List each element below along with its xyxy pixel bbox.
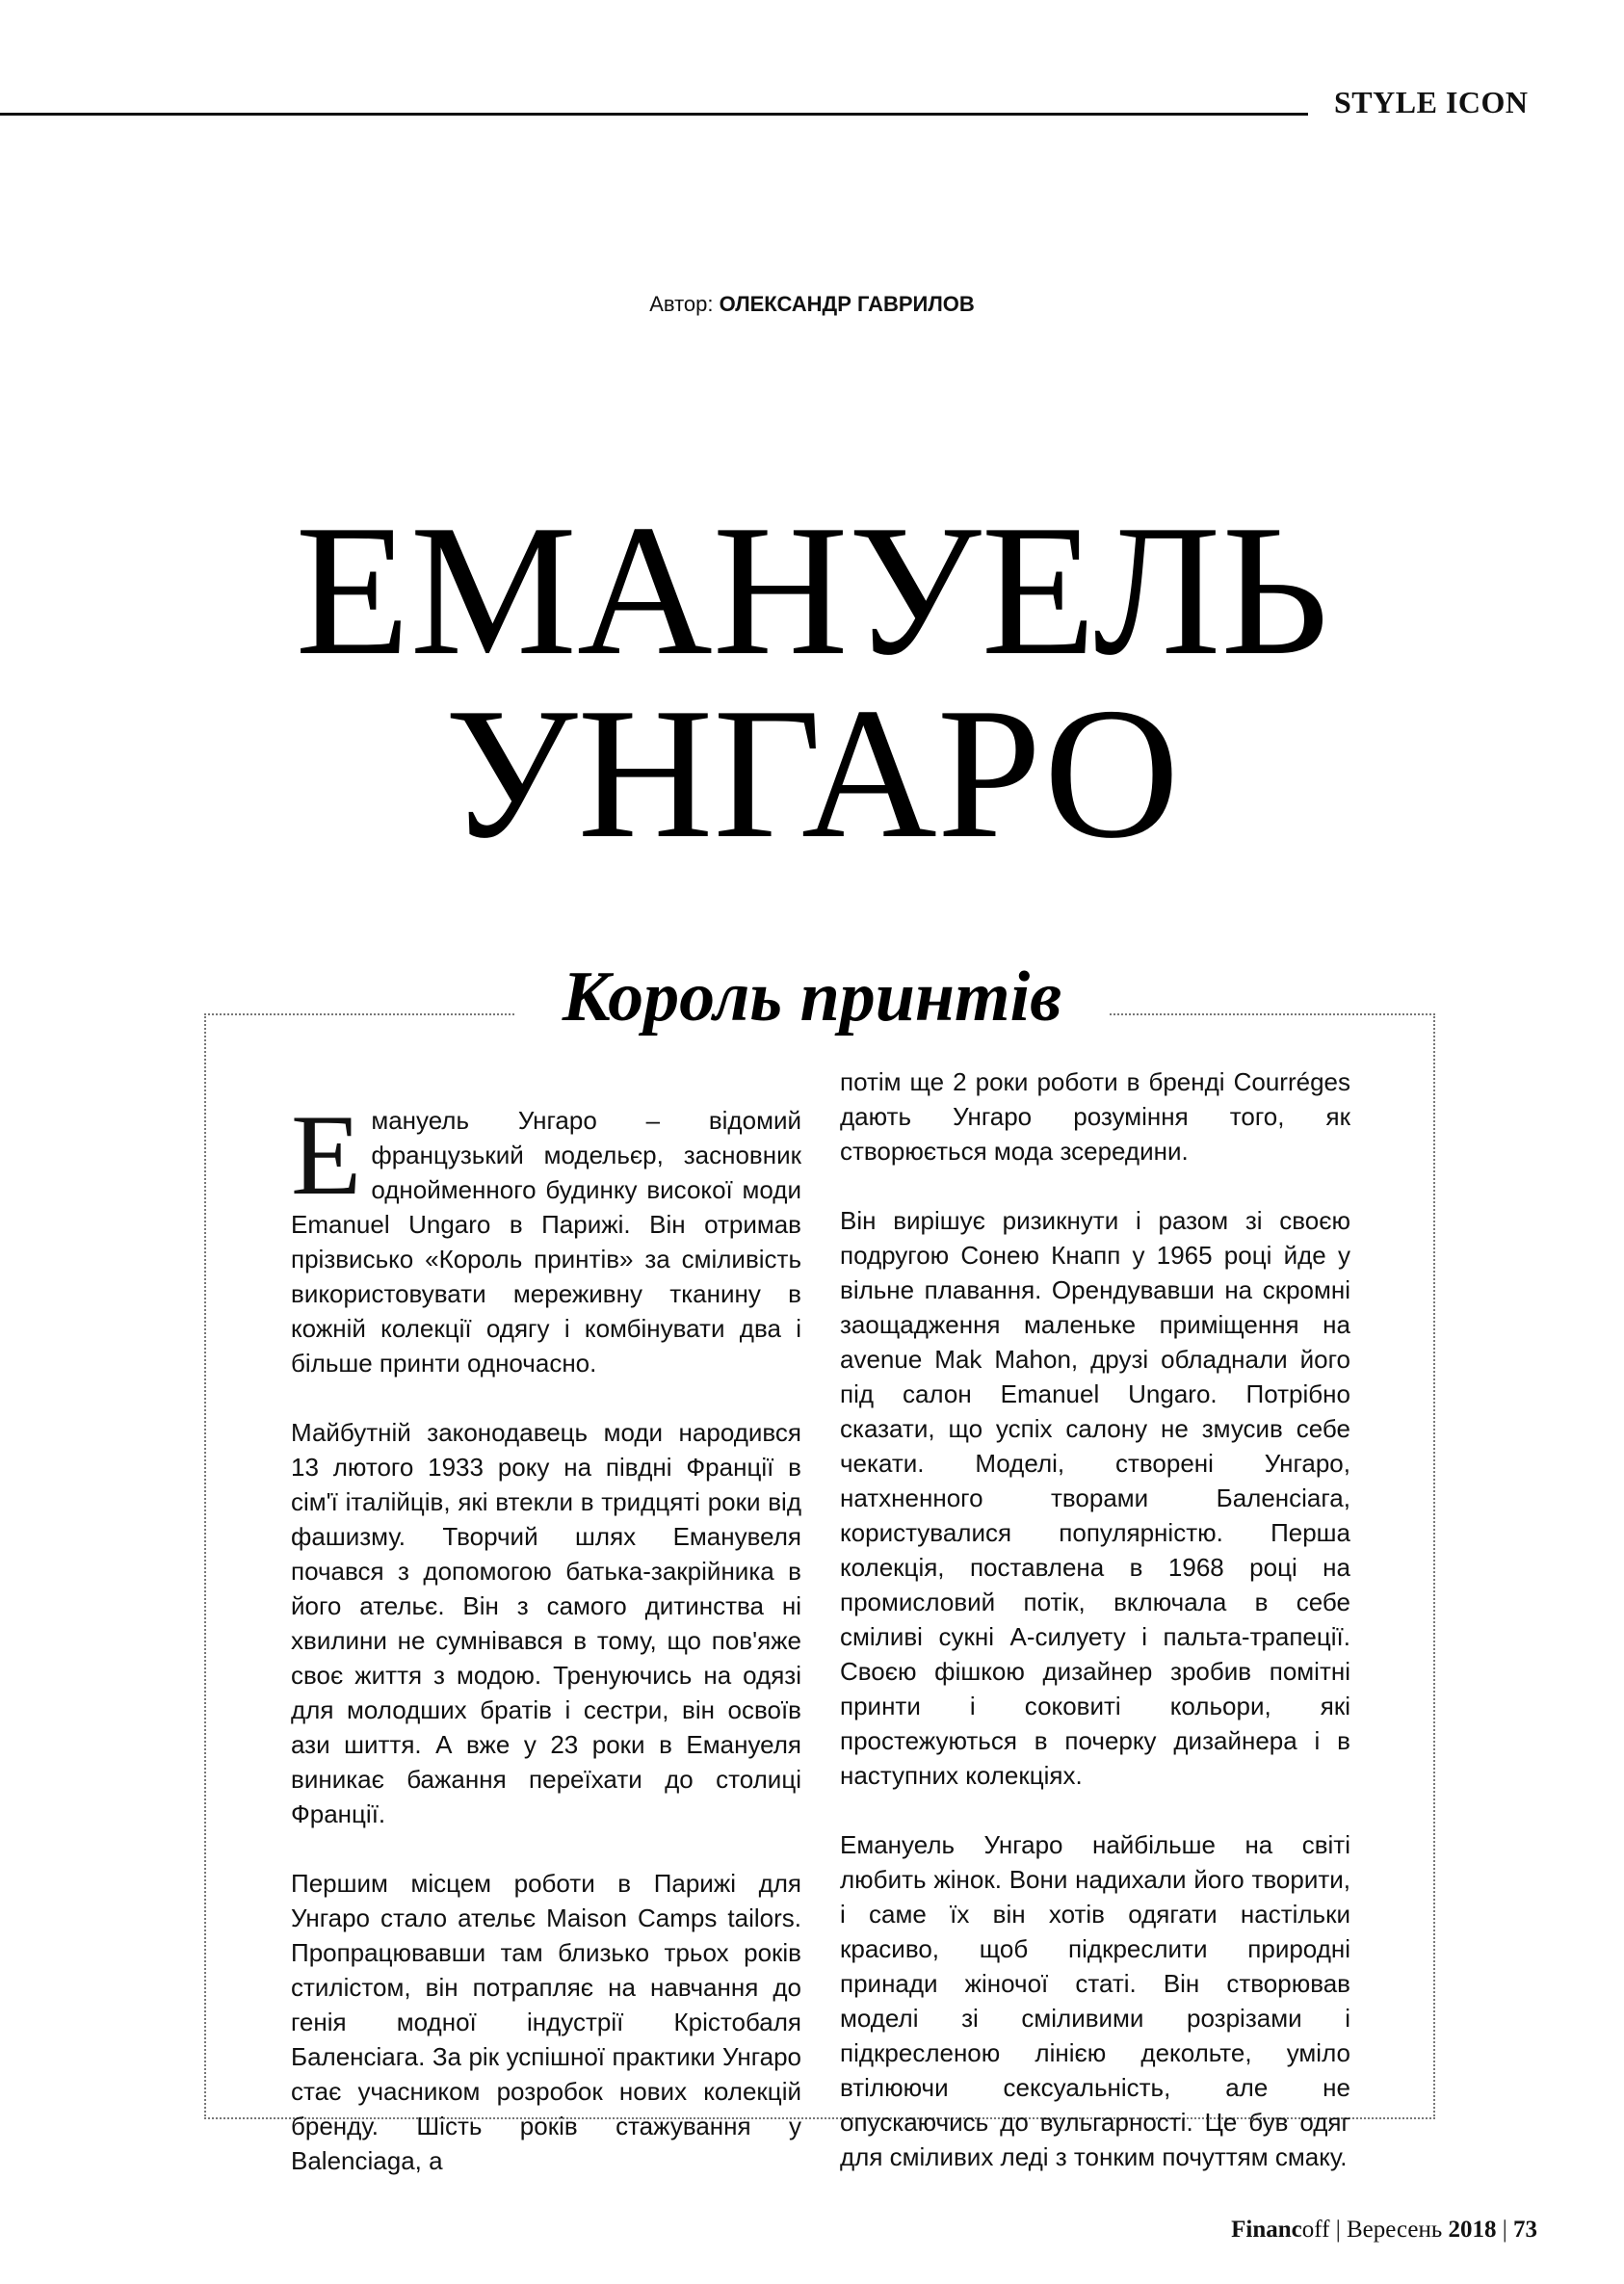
article-left-column: [291, 1090, 801, 2213]
title-line-1: ЕМАНУЕЛЬ: [295, 486, 1329, 695]
subtitle: Король принтів: [514, 954, 1110, 1040]
section-label: STYLE ICON: [1334, 85, 1529, 119]
paragraph: потім ще 2 роки роботи в бренді Courréges дають Унгаро розуміння того, як створюється мода зсередини.: [840, 1067, 1350, 1166]
paragraph: Він вирішує ризикнути і разом зі своєю подругою Сонею Кнапп у 1965 році йде у вільне плавання. Орендувавши на скромні заощадження маленьке приміщення на avenue Mak Mahon, друзі обладнали його під салон Emanuel Ungaro. Потрібно сказати, що успіх салону не змусив себе чекати. Моделі, створені Унгаро, натхненного творами Баленсіага, користувалися популярністю. Перша колекція, поставлена в 1968 році на промисловий потік, включала в себе сміливі сукні А-силуету і пальта-трапеції. Своєю фішкою дизайнер зробив помітні принти і соковиті кольори, які простежуються в почерку дизайнера і в наступних колекціях.: [840, 1206, 1350, 1790]
paragraph: Емануель Унгаро найбільше на світі любить жінок. Вони надихали його творити, і саме їх він хотів одягати настільки красиво, щоб підкреслити природні принади жіночої статі. Він створював моделі зі сміливими розрізами і підкресленою лінією декольте, уміло втілюючи сексуальність, але не опускаючись до вульгарності. Це був одяг для сміливих леді з тонким почуттям смаку.: [840, 1830, 1350, 2171]
issue-year: 2018: [1448, 2217, 1497, 2243]
byline: [0, 292, 1624, 317]
subtitle-wrapper: [0, 954, 1624, 1040]
page-number: 73: [1513, 2217, 1537, 2243]
footer-separator: |: [1335, 2217, 1341, 2243]
title-line-2: УНГАРО: [444, 669, 1180, 878]
page-footer: [1231, 2217, 1537, 2244]
drop-cap: Е: [291, 1090, 362, 1219]
magazine-name-rest: off: [1301, 2217, 1330, 2243]
article-title: [0, 486, 1624, 878]
paragraph-text: мануель Унгаро – відомий французький модельєр, засновник однойменного будинку високої моди Emanuel Ungaro в Парижі. Він отримав прізвисько «Король принтів» за сміливість використовувати мереживну тканину в кожній колекції одягу і комбінувати два і більше принти одночасно.: [291, 1106, 801, 1378]
paragraph: Першим місцем роботи в Парижі для Унгаро стало ательє Maison Camps tailors. Пропрацювавши там близько трьох років стилістом, він потрапляє на навчання до генія модної індустрії Крістобаля Баленсіага. За рік успішної практики Унгаро стає учасником розробок нових колекцій бренду. Шість років стажування у Balenciaga, а: [291, 1869, 801, 2175]
paragraph: Майбутній законодавець моди народився 13 лютого 1933 року на півдні Франції в сім'ї італійців, які втекли в тридцяті роки від фашизму. Творчий шлях Еманувеля почався з допомогою батька-закрійника в його ательє. Він з самого дитинства ні хвилини не сумнівався в тому, що пов'яже своє життя з модою. Тренуючись на одязі для молодших братів і сестри, він освоїв ази шиття. А вже у 23 роки в Емануеля виникає бажання переїхати до столиці Франції.: [291, 1418, 801, 1828]
issue-month: Вересень: [1346, 2217, 1443, 2243]
footer-separator: |: [1502, 2217, 1507, 2243]
byline-prefix: Автор:: [649, 292, 714, 316]
header-rule: [0, 113, 1308, 116]
author-name: ОЛЕКСАНДР ГАВРИЛОВ: [719, 292, 975, 316]
magazine-name-bold: Financ: [1231, 2217, 1302, 2243]
paragraph: [291, 1090, 801, 1380]
article-right-column: [840, 1064, 1350, 2209]
